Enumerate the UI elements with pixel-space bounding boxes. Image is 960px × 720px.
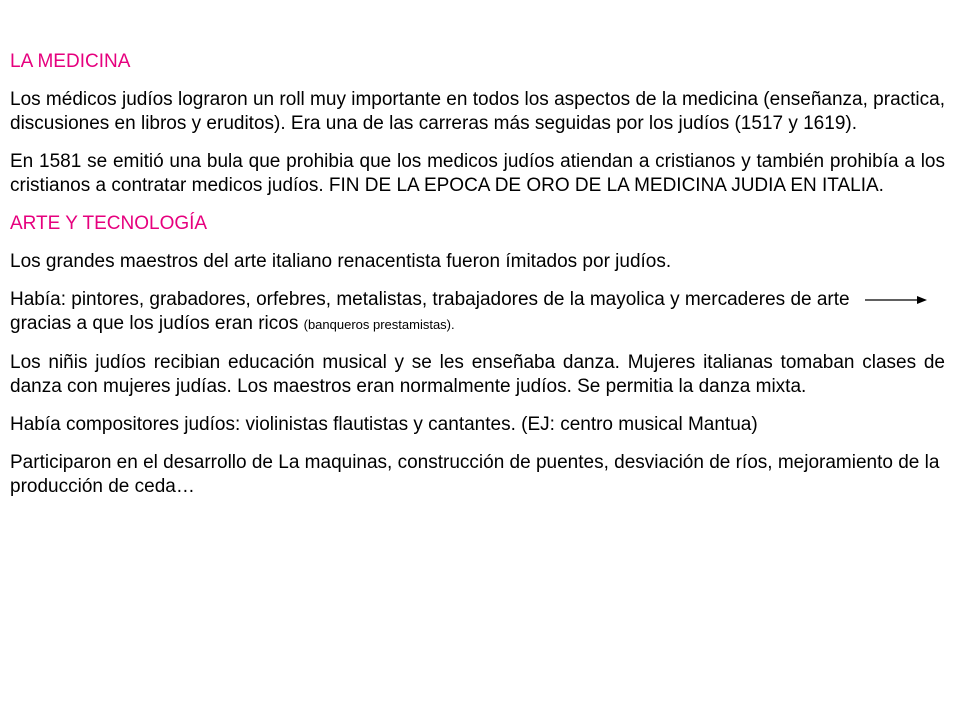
paragraph-arte-5: Participaron en el desarrollo de La maquinas, construcción de puentes, desviación de ríos, mejoramiento de la producción de ceda… [10, 452, 940, 497]
slide-content [10, 50, 945, 513]
paragraph-arte-1: Los grandes maestros del arte italiano renacentista fueron ímitados por judíos. [10, 251, 672, 272]
paragraph-medicina-2: En 1581 se emitió una bula que prohibia que los medicos judíos atiendan a cristianos y también prohibía a los cristianos a contratar medicos judíos. FIN DE LA EPOCA DE ORO DE LA MEDICINA JUDIA EN ITALIA. [10, 151, 945, 196]
paragraph-arte-2-before-arrow: Había: pintores, grabadores, orfebres, metalistas, trabajadores de la mayolica y mercaderes de arte [10, 289, 850, 310]
paragraph-arte-3: Los niñis judíos recibian educación musical y se les enseñaba danza. Mujeres italianas tomaban clases de danza con mujeres judías. Los maestros eran normalmente judíos. Se permitia la danza mixta. [10, 352, 945, 397]
paragraph-arte-4: Había compositores judíos: violinistas flautistas y cantantes. (EJ: centro musical Mantua) [10, 414, 758, 435]
paragraph-arte-2-after-arrow: gracias a que los judíos eran ricos [10, 313, 299, 334]
heading-arte-tecnologia: ARTE Y TECNOLOGÍA [10, 213, 208, 234]
paragraph-arte-2 [10, 288, 945, 337]
heading-medicina: LA MEDICINA [10, 51, 131, 72]
paragraph-arte-2-note: (banqueros prestamistas). [303, 317, 455, 332]
right-arrow-icon [865, 294, 927, 306]
paragraph-medicina-1: Los médicos judíos lograron un roll muy importante en todos los aspectos de la medicina (enseñanza, practica, discusiones en libros y eruditos). Era una de las carreras más seguidas por los judíos (1517 y 1619). [10, 89, 945, 134]
